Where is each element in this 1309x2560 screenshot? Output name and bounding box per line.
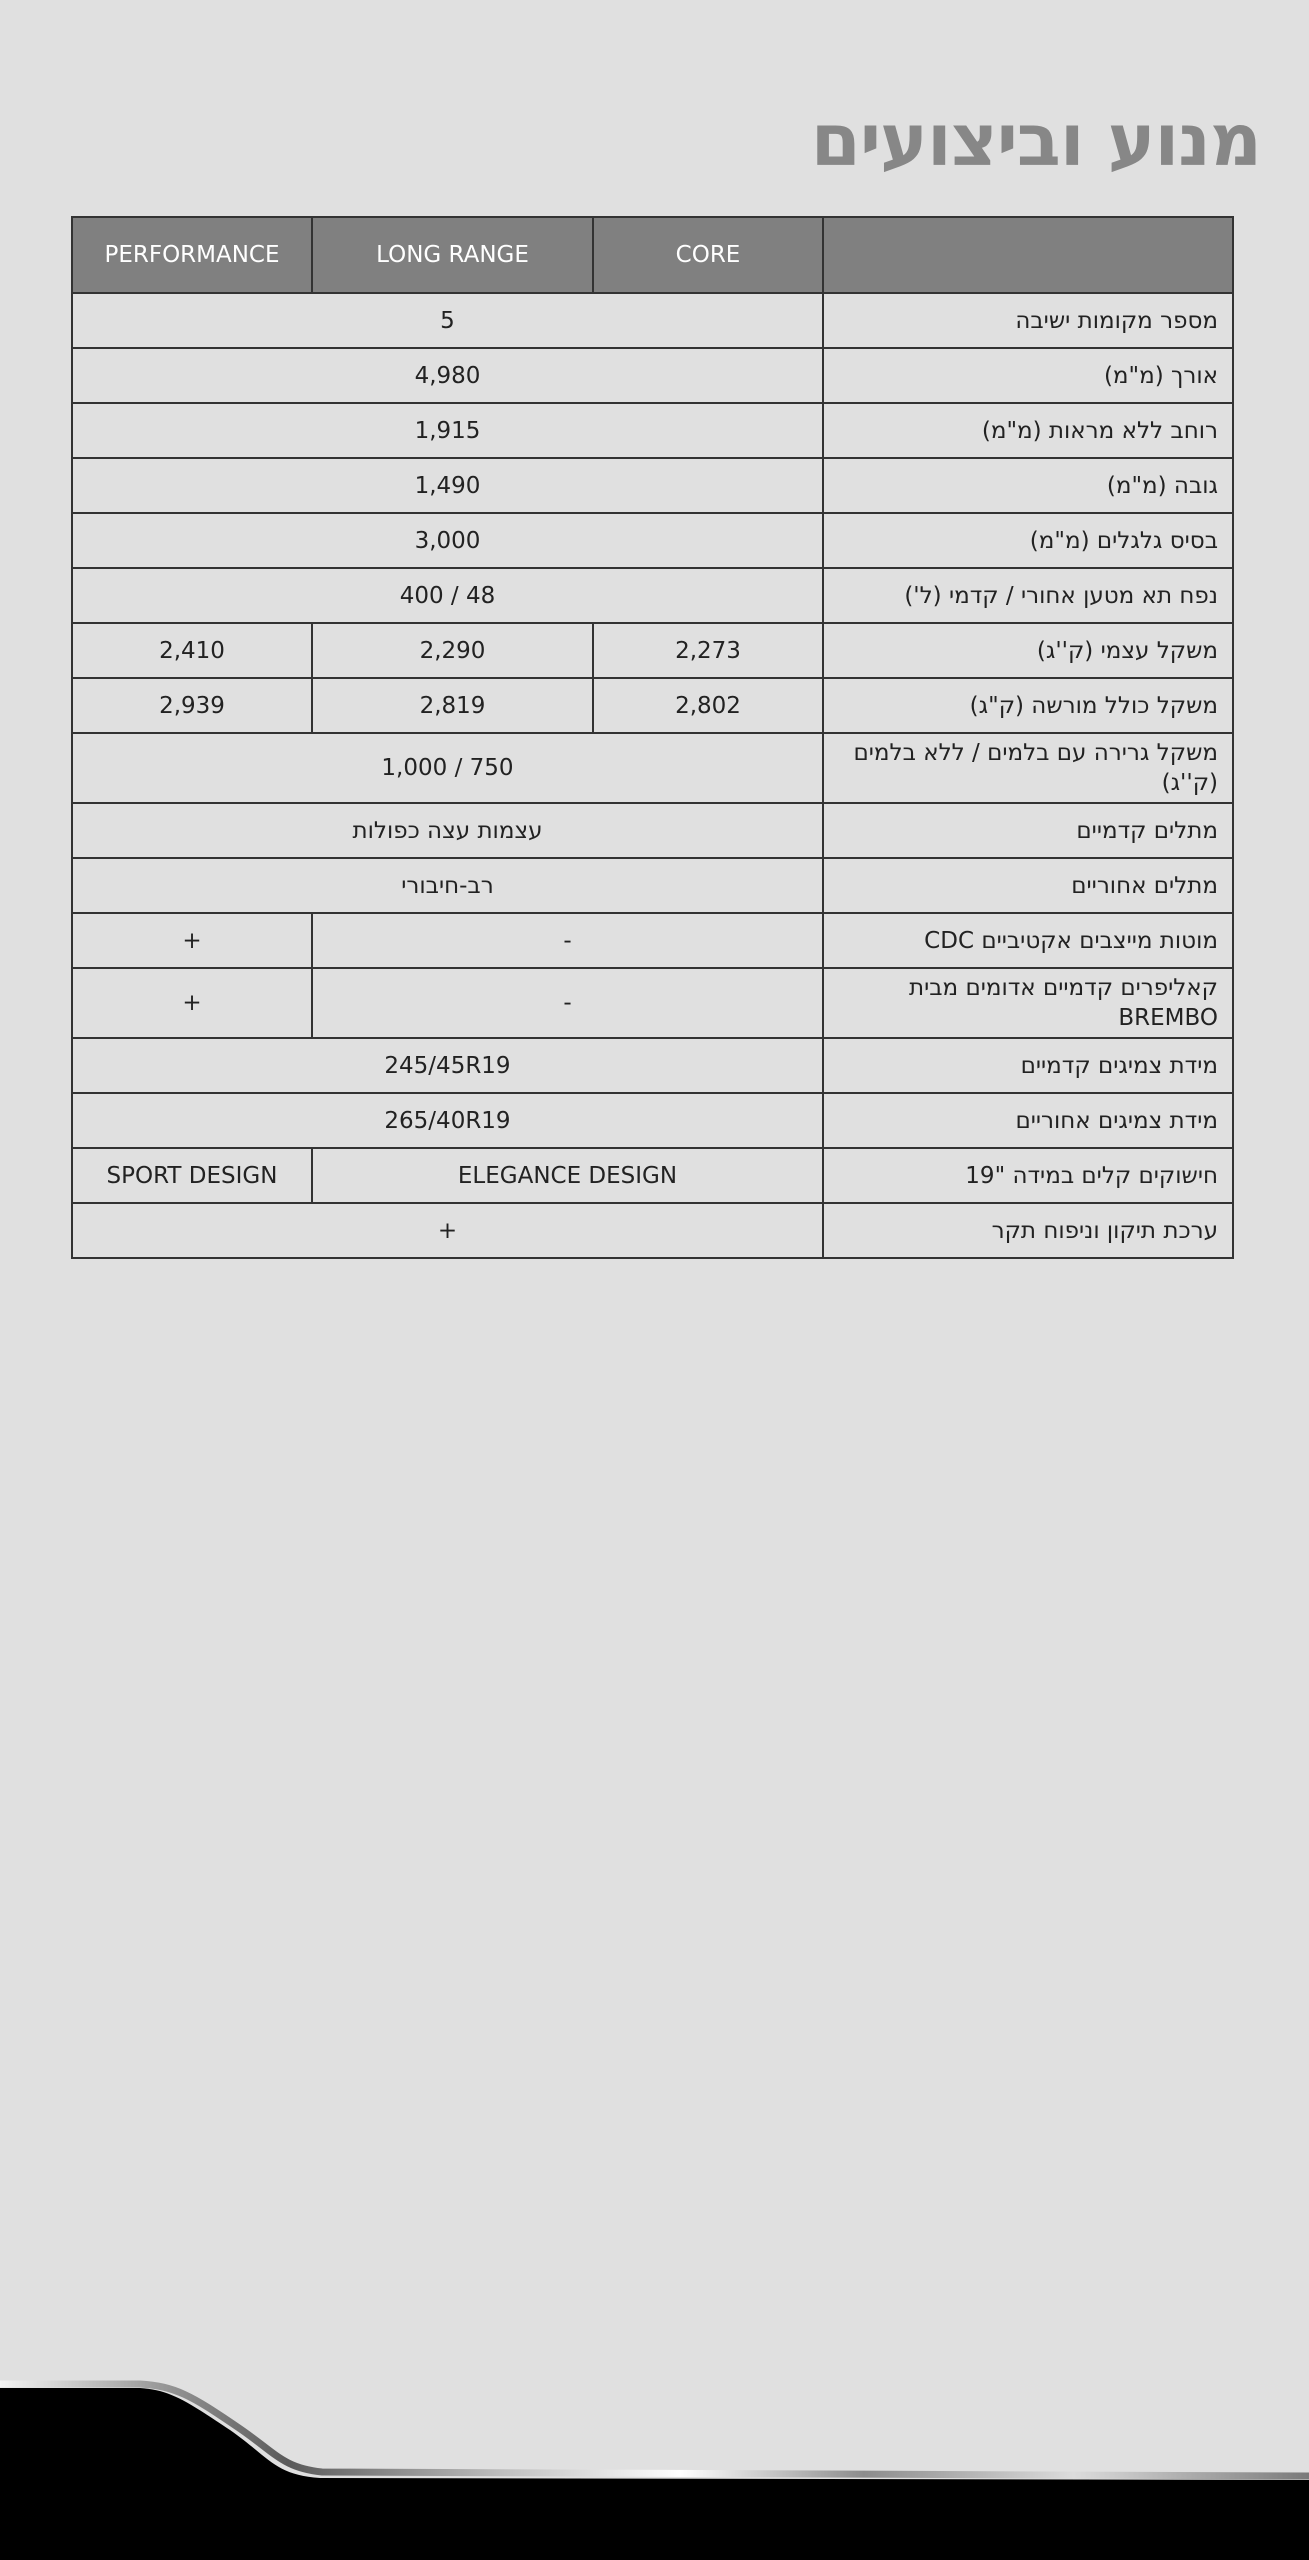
spec-table	[71, 216, 1234, 1259]
row-label: מידת צמיגים קדמיים	[823, 1038, 1233, 1093]
table-row	[72, 513, 1233, 568]
row-value: 48 / 400	[72, 568, 823, 623]
row-value: 5	[72, 293, 823, 348]
row-label: גובה (מ"מ)	[823, 458, 1233, 513]
row-value-core: 2,273	[593, 623, 823, 678]
row-value-core: 2,802	[593, 678, 823, 733]
row-value: 750 / 1,000	[72, 733, 823, 803]
row-label: מוטות מייצבים אקטיביים CDC	[823, 913, 1233, 968]
row-value-core-long-range: -	[312, 968, 823, 1038]
table-row	[72, 678, 1233, 733]
table-row	[72, 1148, 1233, 1203]
row-value: רב-חיבורי	[72, 858, 823, 913]
row-value-performance: +	[72, 913, 312, 968]
table-row	[72, 293, 1233, 348]
table-row	[72, 1038, 1233, 1093]
header-long-range: LONG RANGE	[312, 217, 593, 293]
row-value-performance: SPORT DESIGN	[72, 1148, 312, 1203]
row-value-performance: 2,410	[72, 623, 312, 678]
table-header-row	[72, 217, 1233, 293]
row-label: משקל גרירה עם בלמים / ללא בלמים (ק''ג)	[823, 733, 1233, 803]
row-value: 4,980	[72, 348, 823, 403]
row-label: משקל עצמי (ק''ג)	[823, 623, 1233, 678]
row-label: מידת צמיגים אחוריים	[823, 1093, 1233, 1148]
row-label: ערכת תיקון וניפוח תקר	[823, 1203, 1233, 1258]
row-label: קאליפרים קדמיים אדומים מבית BREMBO	[823, 968, 1233, 1038]
row-label: מתלים קדמיים	[823, 803, 1233, 858]
page-title: מנוע וביצועים	[810, 98, 1261, 182]
row-value-core-long-range: ELEGANCE DESIGN	[312, 1148, 823, 1203]
table-row	[72, 403, 1233, 458]
row-label: רוחב ללא מראות (מ"מ)	[823, 403, 1233, 458]
table-row	[72, 623, 1233, 678]
table-row	[72, 1203, 1233, 1258]
table-row	[72, 348, 1233, 403]
table-row	[72, 968, 1233, 1038]
header-core: CORE	[593, 217, 823, 293]
row-label: משקל כולל מורשה (ק"ג)	[823, 678, 1233, 733]
row-value: 1,490	[72, 458, 823, 513]
table-row	[72, 803, 1233, 858]
row-value: +	[72, 1203, 823, 1258]
row-value-core-long-range: -	[312, 913, 823, 968]
footer-decoration	[0, 2330, 1309, 2560]
row-value-long-range: 2,819	[312, 678, 593, 733]
row-label: מתלים אחוריים	[823, 858, 1233, 913]
table-row	[72, 858, 1233, 913]
row-value: 3,000	[72, 513, 823, 568]
table-row	[72, 913, 1233, 968]
row-label: בסיס גלגלים (מ"מ)	[823, 513, 1233, 568]
table-row	[72, 1093, 1233, 1148]
row-value: 265/40R19	[72, 1093, 823, 1148]
header-label-column	[823, 217, 1233, 293]
row-value: עצמות עצה כפולות	[72, 803, 823, 858]
row-value: 245/45R19	[72, 1038, 823, 1093]
row-label: מספר מקומות ישיבה	[823, 293, 1233, 348]
table-row	[72, 568, 1233, 623]
row-label: אורך (מ"מ)	[823, 348, 1233, 403]
table-row	[72, 733, 1233, 803]
row-label: נפח תא מטען אחורי / קדמי (ל')	[823, 568, 1233, 623]
header-performance: PERFORMANCE	[72, 217, 312, 293]
row-value-performance: 2,939	[72, 678, 312, 733]
row-value: 1,915	[72, 403, 823, 458]
row-label: חישוקים קלים במידה "19	[823, 1148, 1233, 1203]
row-value-performance: +	[72, 968, 312, 1038]
table-row	[72, 458, 1233, 513]
row-value-long-range: 2,290	[312, 623, 593, 678]
